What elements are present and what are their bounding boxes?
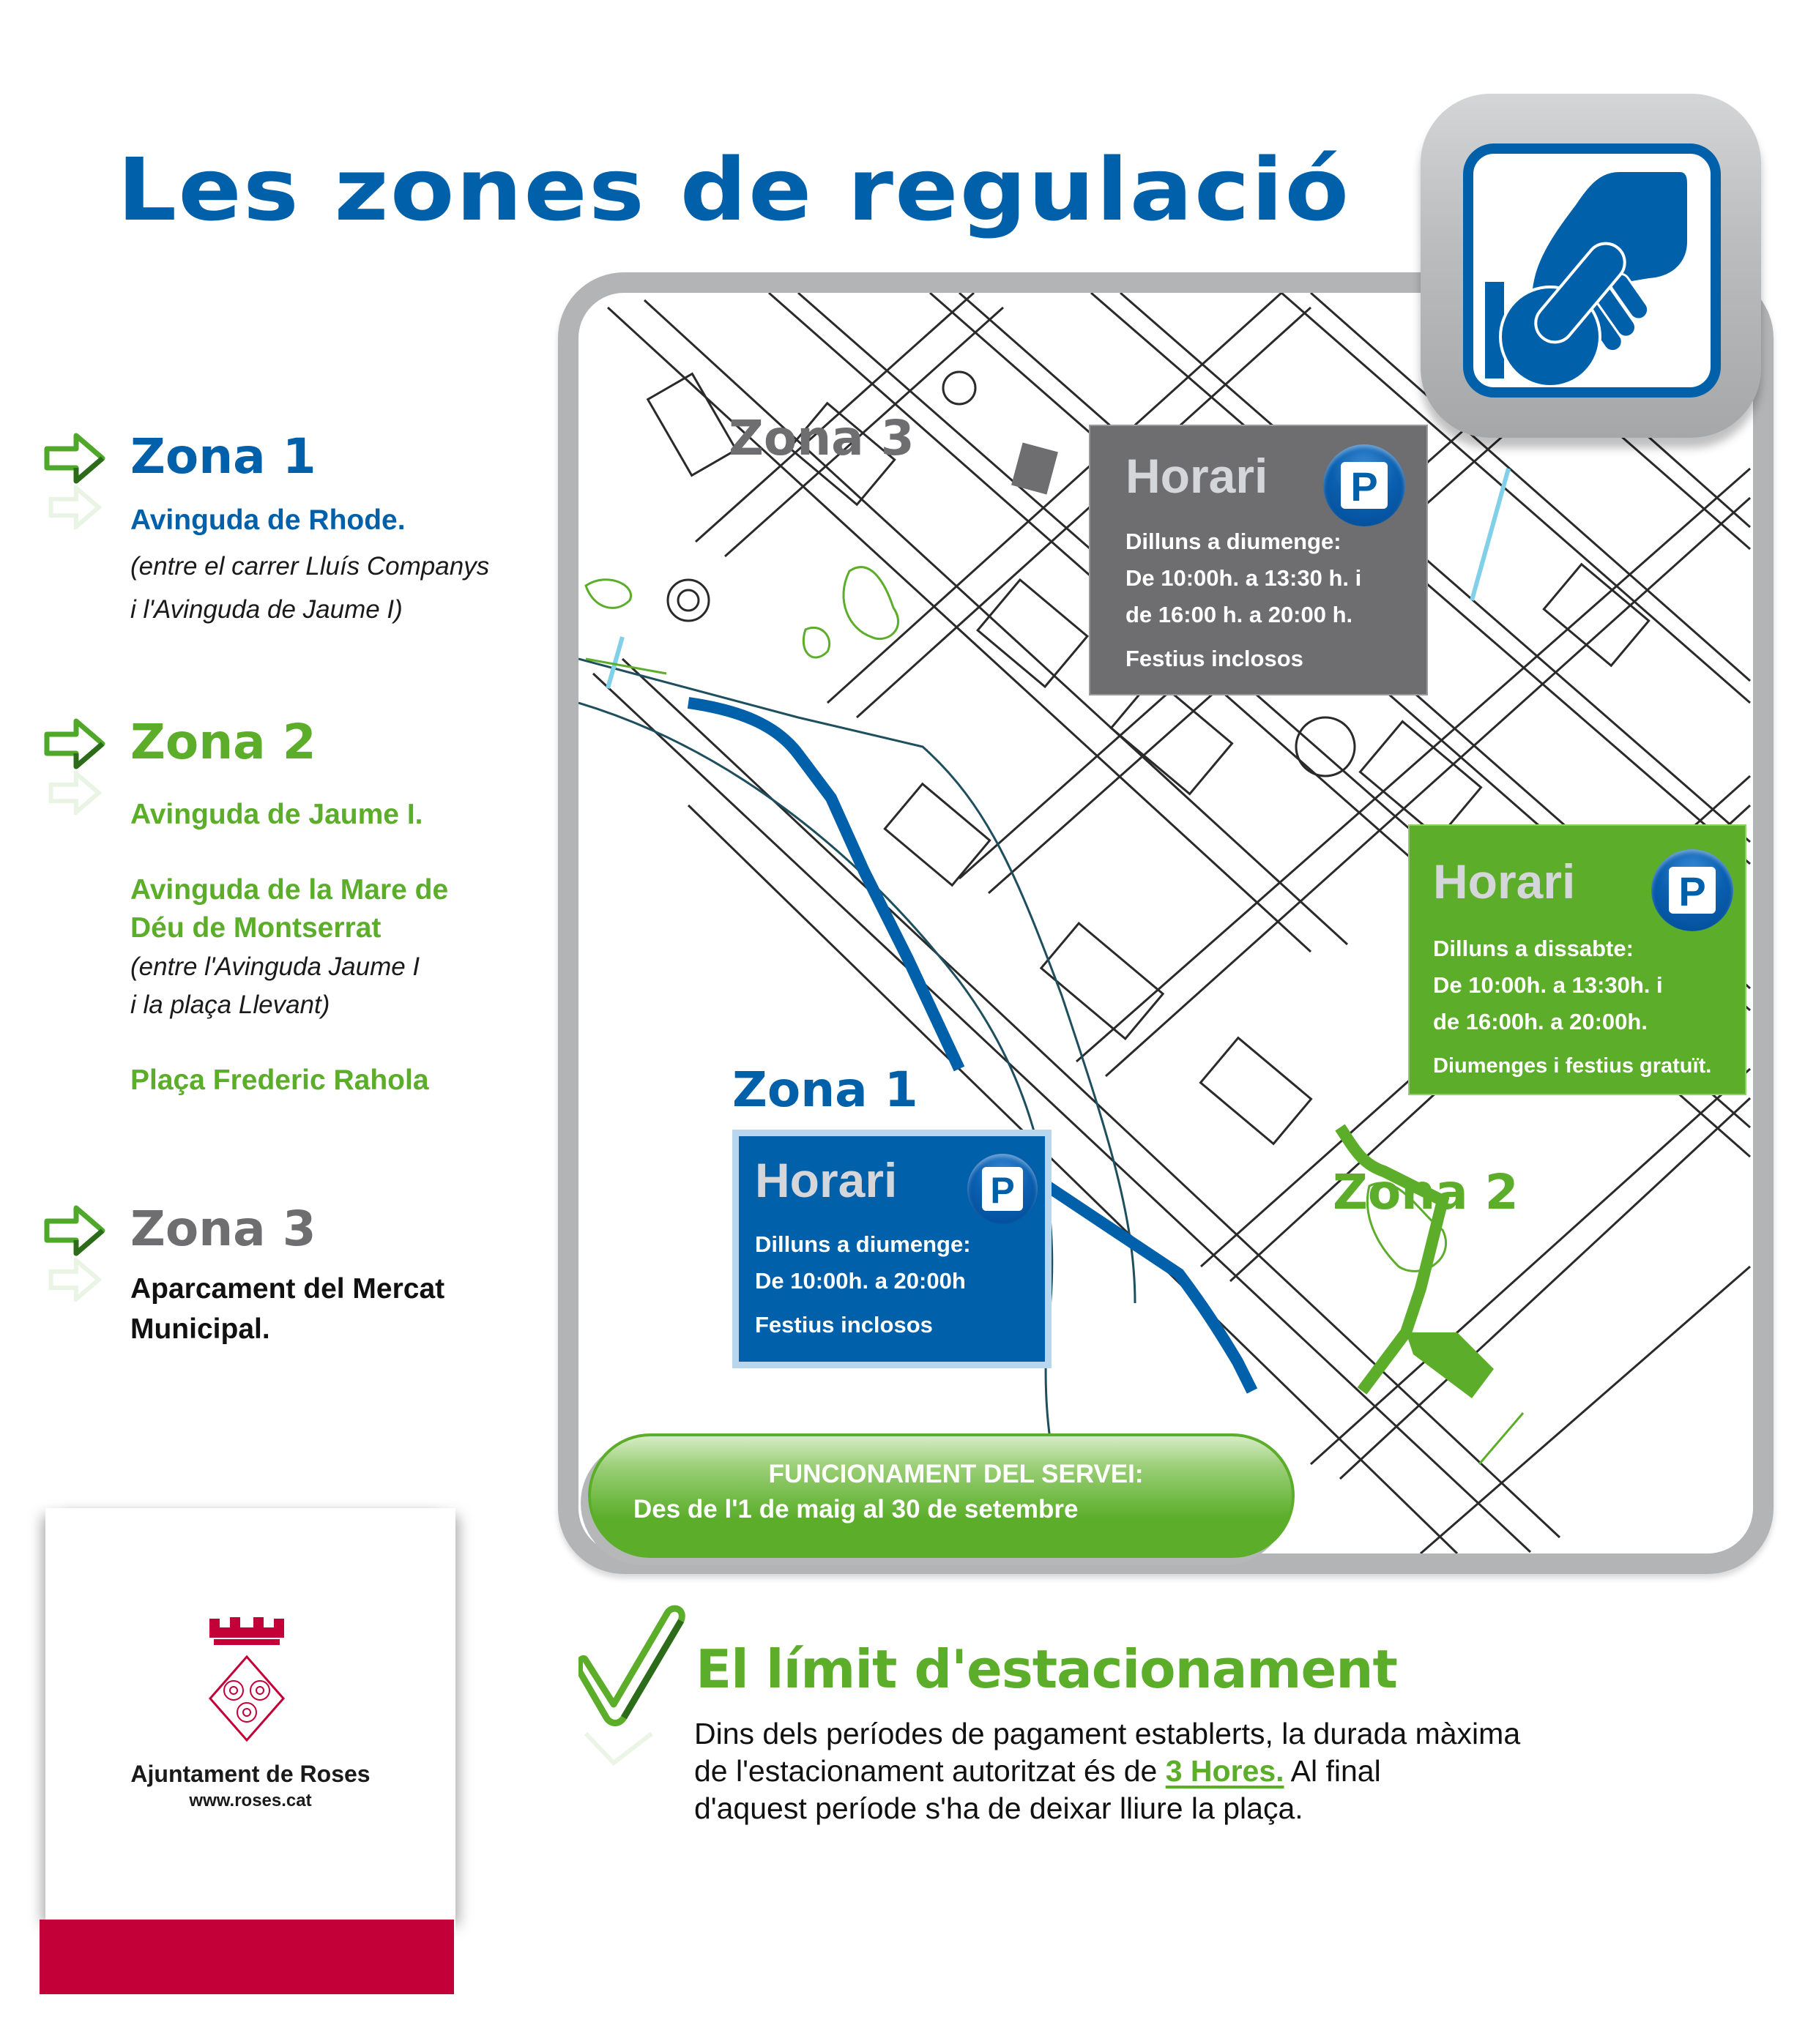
parking-icon: P xyxy=(1651,849,1733,931)
org-website-link[interactable]: www.roses.cat xyxy=(189,1791,312,1810)
arrow-reflection-icon xyxy=(44,485,107,529)
schedule-box-zona-3 xyxy=(1089,425,1428,695)
municipal-logo-panel xyxy=(45,1508,455,1933)
zone-1-title: Zona 1 xyxy=(130,428,316,485)
zone-2-note-line-1: (entre l'Avinguda Jaume I xyxy=(130,952,420,981)
schedule-title: Horari xyxy=(1125,449,1268,503)
zone-2-section xyxy=(44,714,557,1124)
arrow-right-icon xyxy=(44,433,107,484)
zone-2-street-2-line-1: Avinguda de la Mare de xyxy=(130,874,449,906)
parking-icon: P xyxy=(967,1154,1038,1224)
arrow-right-icon xyxy=(44,1205,107,1256)
service-dates: Des de l'1 de maig al 30 de setembre xyxy=(633,1495,1079,1523)
arrow-right-icon xyxy=(44,718,107,769)
schedule-hours-2: de 16:00h. a 20:00h. xyxy=(1433,1009,1648,1034)
schedule-days: Dilluns a diumenge: xyxy=(1125,529,1341,554)
limit-text-line-2: de l'estacionament autoritzat és de 3 Hores. Al final xyxy=(694,1754,1381,1788)
schedule-days: Dilluns a dissabte: xyxy=(1433,936,1634,961)
schedule-note: Festius inclosos xyxy=(1125,646,1303,671)
zone-1-note-line-1: (entre el carrer Lluís Companys xyxy=(130,552,490,581)
map-label-zona-2: Zona 2 xyxy=(1333,1164,1519,1220)
schedule-box-zona-1 xyxy=(732,1130,1052,1368)
service-period-banner xyxy=(588,1433,1295,1558)
pay-badge xyxy=(1421,94,1761,438)
schedule-hours-1: De 10:00h. a 13:30h. i xyxy=(1433,972,1663,998)
limit-title: El límit d'estacionament xyxy=(696,1638,1397,1700)
schedule-note: Festius inclosos xyxy=(755,1312,933,1338)
map-label-zona-3: Zona 3 xyxy=(729,410,915,466)
coat-of-arms-icon xyxy=(192,1614,302,1761)
zone-2-street-1: Avinguda de Jaume I. xyxy=(130,799,423,830)
zone-2-title: Zona 2 xyxy=(130,714,316,770)
schedule-title: Horari xyxy=(1433,854,1576,909)
schedule-hours-2: de 16:00 h. a 20:00 h. xyxy=(1125,602,1353,627)
arrow-reflection-icon xyxy=(44,1258,107,1302)
service-title: FUNCIONAMENT DEL SERVEI: xyxy=(768,1460,1144,1488)
schedule-days: Dilluns a diumenge: xyxy=(755,1231,971,1257)
zone-1-street: Avinguda de Rhode. xyxy=(130,504,406,536)
org-name: Ajuntament de Roses xyxy=(130,1761,371,1787)
zone-3-title: Zona 3 xyxy=(130,1201,316,1257)
schedule-hours: De 10:00h. a 20:00h xyxy=(755,1268,966,1294)
page-title: Les zones de regulació xyxy=(117,139,1351,240)
zone-2-street-2-line-2: Déu de Montserrat xyxy=(130,912,382,944)
schedule-title: Horari xyxy=(755,1153,898,1207)
arrow-reflection-icon xyxy=(44,771,107,815)
map-label-zona-1: Zona 1 xyxy=(732,1062,918,1118)
limit-text-line-3: d'aquest període s'ha de deixar lliure la plaça. xyxy=(694,1791,1303,1825)
zone-3-street-line-2: Municipal. xyxy=(130,1313,270,1345)
zone-1-note-line-2: i l'Avinguda de Jaume I) xyxy=(130,595,403,624)
red-brand-bar xyxy=(40,1920,454,1994)
zone-3-street-line-1: Aparcament del Mercat xyxy=(130,1273,445,1305)
schedule-note: Diumenges i festius gratuït. xyxy=(1433,1054,1712,1078)
zone-3-section xyxy=(44,1201,557,1369)
schedule-box-zona-2 xyxy=(1408,824,1746,1095)
zone-2-note-line-2: i la plaça Llevant) xyxy=(130,991,330,1019)
schedule-hours-1: De 10:00h. a 13:30 h. i xyxy=(1125,565,1362,591)
parking-icon: P xyxy=(1323,444,1405,526)
zone-2-street-3: Plaça Frederic Rahola xyxy=(130,1064,429,1096)
max-duration-highlight: 3 Hores. xyxy=(1165,1754,1284,1788)
checkmark-icon xyxy=(578,1602,688,1778)
hand-paying-coin-icon xyxy=(1463,143,1721,398)
zone-1-section xyxy=(44,428,557,648)
limit-text-line-1: Dins dels períodes de pagament establerts, la durada màxima xyxy=(694,1717,1521,1750)
